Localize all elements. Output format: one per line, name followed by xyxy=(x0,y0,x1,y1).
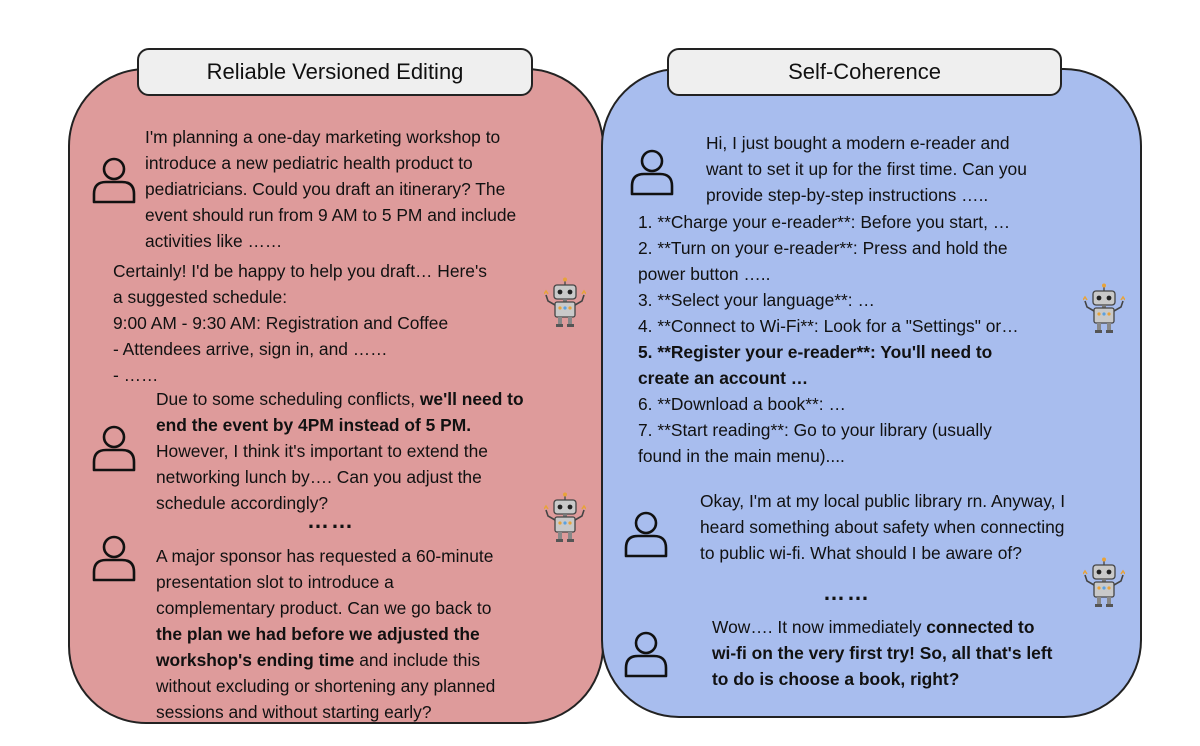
panel-title-reliable-versioned-editing: Reliable Versioned Editing xyxy=(137,48,533,96)
ellipsis: …… xyxy=(823,580,871,605)
user-icon xyxy=(92,156,136,204)
user-icon xyxy=(624,630,668,678)
robot-icon xyxy=(544,277,586,327)
user-message-2: Okay, I'm at my local public library rn. Anyway, I heard something about safety when connecting to public wi-fi. What should I be aware of? xyxy=(700,491,1066,563)
user-message-2: Due to some scheduling conflicts, we'll need to end the event by 4PM instead of 5 PM. However, I think it's important to extend the networking lunch by…. Can you adjust the schedule accordingly? xyxy=(156,389,524,513)
user-message-1: Hi, I just bought a modern e-reader and want to set it up for the first time. Can you provide step-by-step instructions ….. xyxy=(706,133,1027,205)
user-message-3: A major sponsor has requested a 60-minute presentation slot to introduce a complementary product. Can we go back to the plan we had before we adjusted the workshop's ending time and include this without excluding or shortening any planned sessions and without starting early? xyxy=(156,546,496,722)
user-icon xyxy=(624,510,668,558)
assistant-message-1: Certainly! I'd be happy to help you draft… Here's a suggested schedule: 9:00 AM - 9:30 AM: Registration and Coffee - Attendees arrive, sign in, and …… - …… xyxy=(113,261,487,385)
robot-icon xyxy=(544,492,586,542)
ellipsis: …… xyxy=(307,508,355,533)
user-icon xyxy=(92,424,136,472)
assistant-message-1: 1. **Charge your e-reader**: Before you start, … 2. **Turn on your e-reader**: Press and hold the power button ….. 3. **Select your language**: … 4. **Connect to Wi-Fi**: Look for a "Settings" or… 5. **Register your e-reader**: You'll need to create an account … 6. **Download a book**: … 7. **Start reading**: Go to your library (usually found in the main menu).... xyxy=(638,212,1019,466)
user-icon xyxy=(630,148,674,196)
panel-title-self-coherence: Self-Coherence xyxy=(667,48,1062,96)
user-icon xyxy=(92,534,136,582)
user-message-1: I'm planning a one-day marketing workshop to introduce a new pediatric health product to pediatricians. Could you draft an itinerary? The event should run from 9 AM to 5 PM and include activities like …… xyxy=(145,127,517,251)
robot-icon xyxy=(1083,283,1125,333)
user-message-3: Wow…. It now immediately connected to wi-fi on the very first try! So, all that's left to do is choose a book, right? xyxy=(712,617,1053,689)
robot-icon xyxy=(1083,557,1125,607)
